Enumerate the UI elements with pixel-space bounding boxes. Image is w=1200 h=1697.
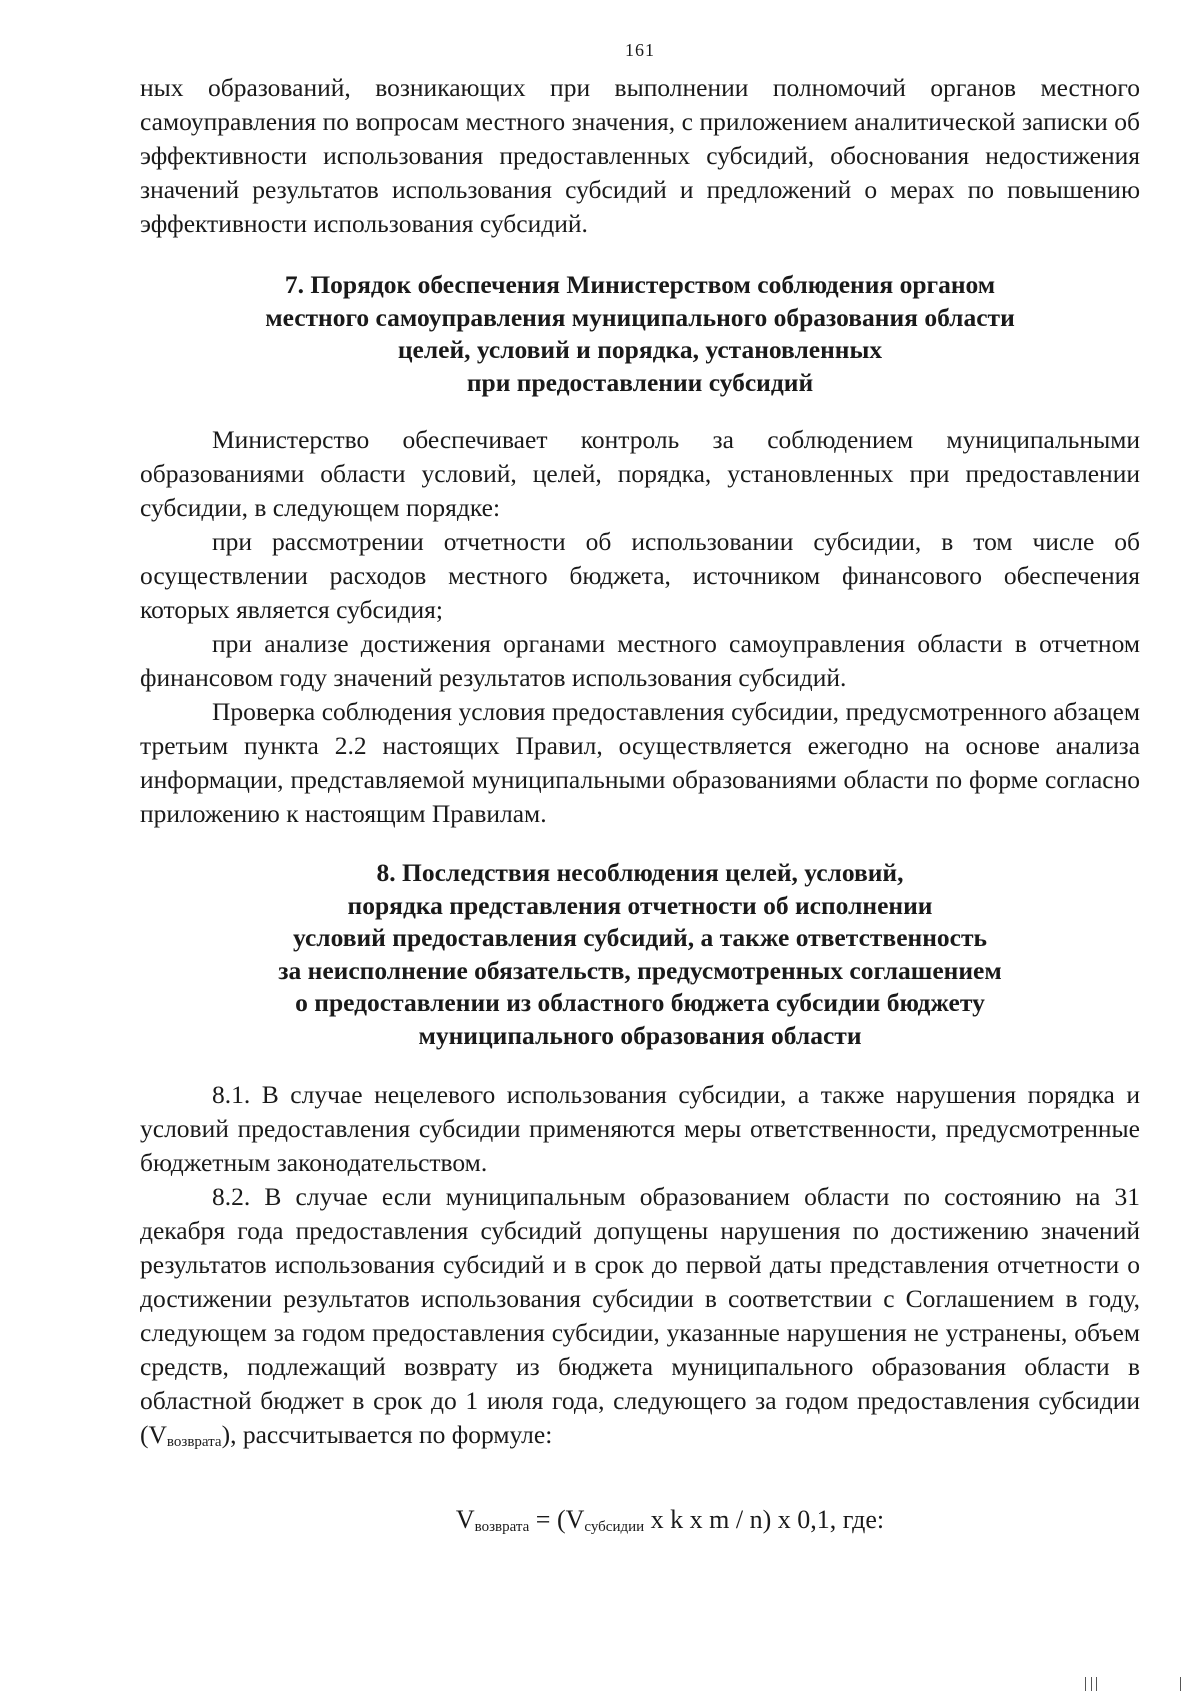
- section-8-heading: [140, 857, 1140, 1052]
- section-8-heading-line: порядка представления отчетности об исполнении: [347, 890, 933, 920]
- paragraph-continuation: ных образований, возникающих при выполнении полномочий органов местного самоуправления по вопросам местного значения, с приложением аналитической записки об эффективности использования предоставленных субсидий, обоснования недостижения значений результатов использования субсидий и предложений о мерах по повышению эффективности использования субсидий.: [140, 73, 1140, 238]
- scan-mark: [1085, 1677, 1086, 1691]
- formula-rhs-subscript: субсидии: [584, 1519, 645, 1535]
- scan-mark: [1091, 1677, 1092, 1691]
- section-7-paragraph: при анализе достижения органами местного самоуправления области в отчетном финансовом году значений результатов использования субсидий.: [140, 629, 1140, 692]
- page-number: 161: [625, 40, 655, 60]
- section-8-heading-line: муниципального образования области: [418, 1020, 862, 1050]
- scan-mark: [1096, 1677, 1097, 1691]
- section-7-heading-line: 7. Порядок обеспечения Министерством соблюдения органом: [284, 270, 996, 299]
- formula-eq-open: = (V: [529, 1505, 585, 1534]
- section-8-heading-line: о предоставлении из областного бюджета субсидии бюджету: [295, 988, 985, 1017]
- paragraph-8-2: [140, 1180, 1140, 1459]
- document-page: [140, 40, 1140, 1544]
- section-7-paragraph: Проверка соблюдения условия предоставления субсидии, предусмотренного абзацем третьим пункта 2.2 настоящих Правил, осуществляется ежегодно на основе анализа информации, представляемой муниципальными образованиями области по форме согласно приложению к настоящим Правилам.: [140, 697, 1140, 828]
- section-8-heading-line: условий предоставления субсидий, а также ответственность: [293, 923, 987, 952]
- paragraph-8-2-tail: ), рассчитывается по формуле:: [221, 1420, 553, 1449]
- return-formula: [140, 1503, 1140, 1544]
- scan-mark: [1180, 1677, 1181, 1691]
- section-7-paragraph: Министерство обеспечивает контроль за соблюдением муниципальными образованиями области условий, целей, порядка, установленных при предоставлении субсидии, в следующем порядке:: [140, 425, 1140, 522]
- formula-lhs: V: [455, 1505, 475, 1534]
- paragraph-8-1: 8.1. В случае нецелевого использования субсидии, а также нарушения порядка и условий предоставления субсидии применяются меры ответственности, предусмотренные бюджетным законодательством.: [140, 1080, 1140, 1177]
- section-8-heading-line: за неисполнение обязательств, предусмотренных соглашением: [278, 955, 1002, 985]
- section-7-heading-line: при предоставлении субсидий: [466, 367, 814, 397]
- formula-rhs-rest: x k x m / n) x 0,1, где:: [644, 1505, 885, 1534]
- paragraph-8-2-variable: V: [148, 1420, 167, 1449]
- section-7-heading-line: целей, условий и порядка, установленных: [397, 335, 883, 364]
- section-7-heading: [140, 269, 1140, 399]
- section-8-heading-line: 8. Последствия несоблюдения целей, условий,: [376, 858, 904, 887]
- paragraph-8-2-subscript: возврата: [166, 1434, 222, 1450]
- section-7-paragraph: при рассмотрении отчетности об использовании субсидии, в том числе об осуществлении расходов местного бюджета, источником финансового обеспечения которых является субсидия;: [140, 527, 1140, 624]
- section-7-heading-line: местного самоуправления муниципального образования области: [265, 302, 1015, 332]
- paragraph-8-2-main: 8.2. В случае если муниципальным образованием области по состоянию на 31 декабря года предоставления субсидий допущены нарушения по достижению значений результатов использования субсидий и в срок до первой даты представления отчетности о достижении результатов использования субсидии в соответствии с Соглашением в году, следующем за годом предоставления субсидии, указанные нарушения не устранены, объем средств, подлежащий возврату из бюджета муниципального образования области в областной бюджет в срок до 1 июля года, следующего за годом предоставления субсидии (: [140, 1182, 1140, 1449]
- formula-lhs-subscript: возврата: [474, 1519, 530, 1535]
